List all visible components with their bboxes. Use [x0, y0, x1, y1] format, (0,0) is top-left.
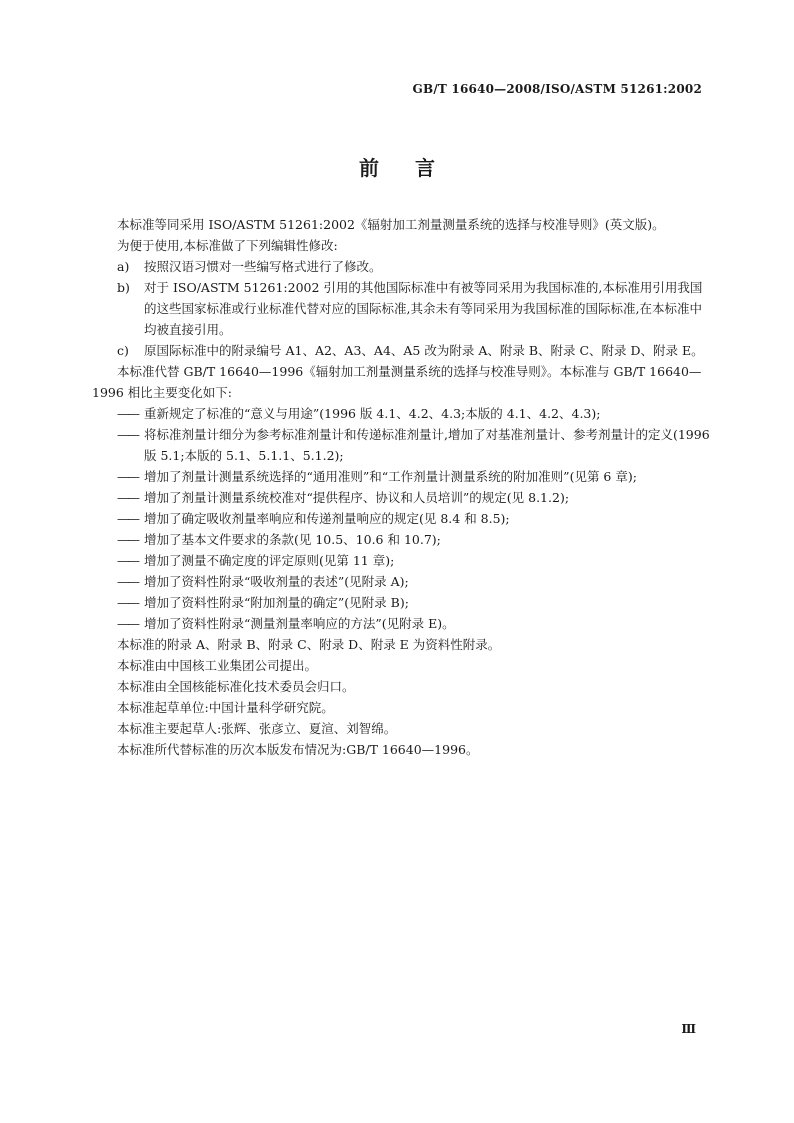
- change-item-text: 增加了剂量计测量系统校准对“提供程序、协议和人员培训”的规定(见 8.1.2);: [144, 490, 570, 505]
- page-number: Ⅲ: [681, 1022, 696, 1036]
- change-item-text: 增加了资料性附录“测量剂量率响应的方法”(见附录 E)。: [144, 616, 455, 631]
- standard-code-header: GB/T 16640—2008/ISO/ASTM 51261:2002: [412, 82, 702, 96]
- closing-paragraph: 本标准由中国核工业集团公司提出。: [117, 658, 318, 673]
- change-item-text: 重新规定了标准的“意义与用途”(1996 版 4.1、4.2、4.3;本版的 4.1、4.2、4.3);: [144, 406, 601, 421]
- change-item: [92, 550, 710, 571]
- change-item: [92, 508, 710, 529]
- edit-item-text: 按照汉语习惯对一些编写格式进行了修改。: [144, 259, 382, 274]
- dash-marker: ——: [117, 532, 138, 547]
- dash-marker: ——: [117, 406, 138, 421]
- closing-paragraph: 本标准由全国核能标准化技术委员会归口。: [117, 679, 355, 694]
- change-item: [92, 592, 710, 613]
- change-item-text: 增加了剂量计测量系统选择的“通用准则”和“工作剂量计测量系统的附加准则”(见第 6 章);: [144, 469, 637, 484]
- dash-marker: ——: [117, 427, 138, 442]
- change-item: [92, 487, 710, 508]
- change-item-text: 增加了基本文件要求的条款(见 10.5、10.6 和 10.7);: [144, 532, 441, 547]
- change-item: [92, 529, 710, 550]
- intro-paragraph: 本标准等同采用 ISO/ASTM 51261:2002《辐射加工剂量测量系统的选择与校准导则》(英文版)。: [117, 217, 665, 232]
- foreword-body: [92, 214, 710, 760]
- dash-marker: ——: [117, 469, 138, 484]
- dash-marker: ——: [117, 595, 138, 610]
- change-item-text: 增加了资料性附录“吸收剂量的表述”(见附录 A);: [144, 574, 409, 589]
- edit-item-marker: c): [117, 343, 129, 358]
- edit-item-marker: b): [117, 280, 130, 295]
- closing-paragraph: 本标准主要起草人:张辉、张彦立、夏渲、刘智绵。: [117, 721, 397, 736]
- page-title: 前言: [359, 156, 471, 180]
- dash-marker: ——: [117, 616, 138, 631]
- change-item-text: 增加了测量不确定度的评定原则(见第 11 章);: [144, 553, 395, 568]
- dash-marker: ——: [117, 574, 138, 589]
- change-item-text: 将标准剂量计细分为参考标准剂量计和传递标准剂量计,增加了对基准剂量计、参考剂量计的定义(1996 版 5.1;本版的 5.1、5.1.1、5.1.2);: [144, 427, 710, 463]
- edit-item-text: 对于 ISO/ASTM 51261:2002 引用的其他国际标准中有被等同采用为我国标准的,本标准用引用我国的这些国家标准或行业标准代替对应的国际标准,其余未有等同采用为我国标准的国际标准,在本标准中均被直接引用。: [144, 280, 703, 337]
- edit-item: [92, 256, 710, 277]
- edit-item: [92, 277, 710, 340]
- edit-item: [92, 340, 710, 361]
- change-item-text: 增加了确定吸收剂量率响应和传递剂量响应的规定(见 8.4 和 8.5);: [144, 511, 510, 526]
- edit-item-text: 原国际标准中的附录编号 A1、A2、A3、A4、A5 改为附录 A、附录 B、附录 C、附录 D、附录 E。: [144, 343, 704, 358]
- dash-marker: ——: [117, 490, 138, 505]
- closing-paragraph: 本标准所代替标准的历次本版发布情况为:GB/T 16640—1996。: [117, 742, 479, 757]
- intro-paragraph: 为便于使用,本标准做了下列编辑性修改:: [117, 238, 338, 253]
- closing-paragraph: 本标准起草单位:中国计量科学研究院。: [117, 700, 334, 715]
- edit-item-marker: a): [117, 259, 130, 274]
- change-item: [92, 571, 710, 592]
- dash-marker: ——: [117, 553, 138, 568]
- change-item: [92, 613, 710, 634]
- change-item: [92, 403, 710, 424]
- change-item: [92, 424, 710, 466]
- closing-paragraph: 本标准的附录 A、附录 B、附录 C、附录 D、附录 E 为资料性附录。: [117, 637, 501, 652]
- change-item-text: 增加了资料性附录“附加剂量的确定”(见附录 B);: [144, 595, 409, 610]
- replacement-paragraph: 本标准代替 GB/T 16640—1996《辐射加工剂量测量系统的选择与校准导则》。本标准与 GB/T 16640—1996 相比主要变化如下:: [92, 364, 702, 400]
- change-item: [92, 466, 710, 487]
- dash-marker: ——: [117, 511, 138, 526]
